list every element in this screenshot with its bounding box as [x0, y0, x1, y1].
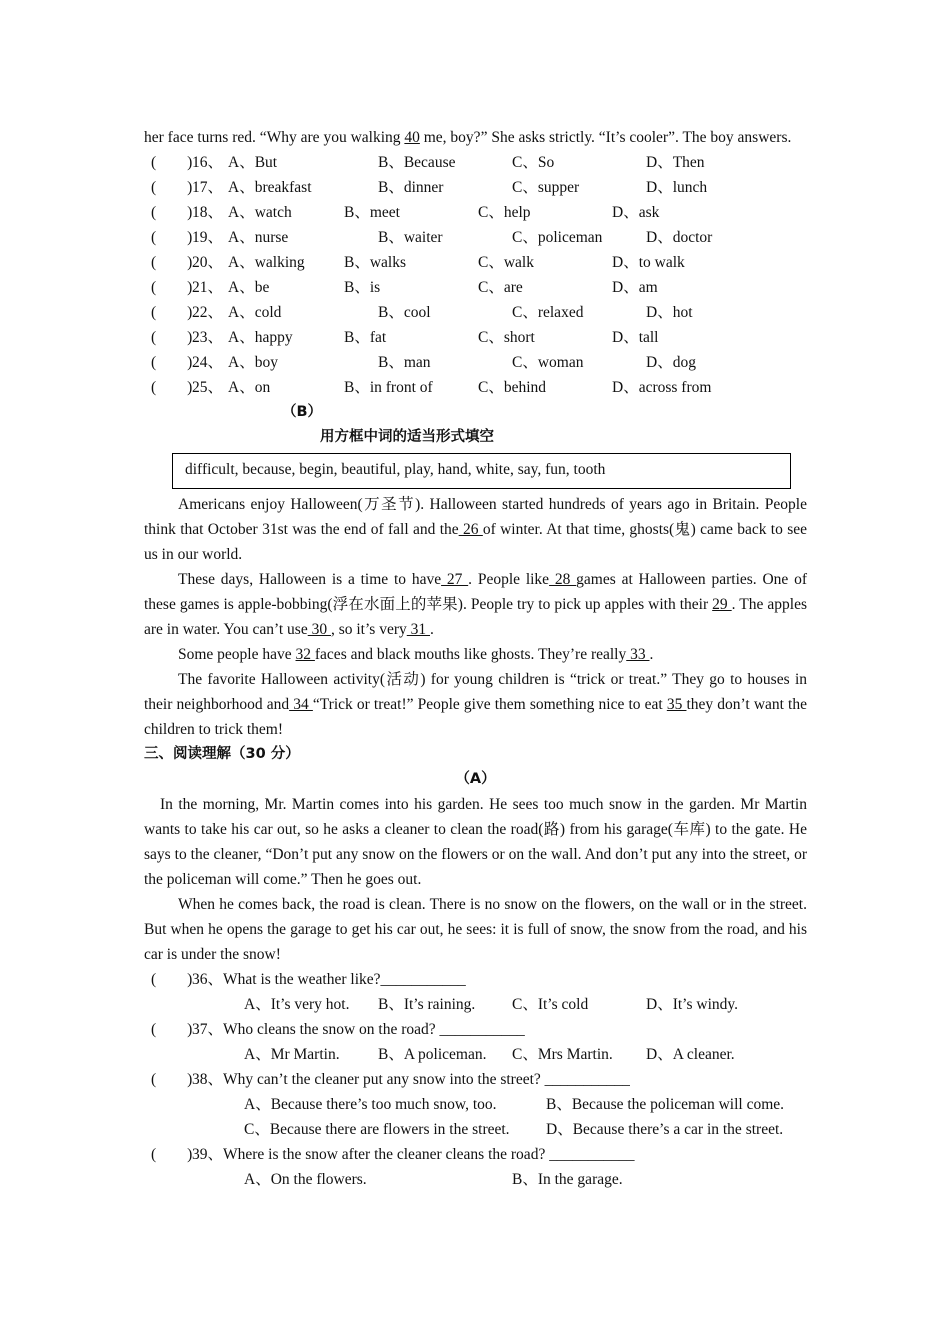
option-c: C、So	[512, 154, 555, 171]
option-c: C、woman	[512, 354, 584, 371]
option-b: B、dinner	[378, 179, 444, 196]
blank-31: 31	[406, 621, 430, 638]
blank-27: 27	[441, 571, 469, 588]
answer-bracket[interactable]: ( )	[151, 154, 193, 171]
blank-32: 32	[295, 646, 315, 663]
halloween-paragraph-2: These days, Halloween is a time to have 27 . People like 28 games at Halloween parties. One of these games is apple-bobbing(浮在水面上的苹果). People try to pick up apples with their 29 . The apples are in water. You can’t use 30 , so it’s very 31 .	[144, 571, 807, 638]
option-d: D、lunch	[646, 179, 708, 196]
blank-35: 35	[666, 696, 687, 713]
option-c: C、are	[478, 279, 523, 296]
cloze-question-row	[144, 275, 807, 300]
option-c: C、help	[478, 204, 531, 221]
word-box: difficult, because, begin, beautiful, play, hand, white, say, fun, tooth	[172, 453, 791, 489]
option-row	[144, 992, 807, 1017]
cloze-question-list	[144, 150, 807, 400]
option-d: D、ask	[612, 204, 660, 221]
section-3-heading: 三、阅读理解（30 分）	[144, 746, 300, 762]
cloze-question-row	[144, 175, 807, 200]
option-a: A、cold	[228, 304, 282, 321]
blank-34: 34	[289, 696, 313, 713]
option-d: D、tall	[612, 329, 659, 346]
cloze-question-row	[144, 250, 807, 275]
option-c: C、It’s cold	[512, 996, 589, 1013]
option-b: B、man	[378, 354, 431, 371]
section-3-label-a: （A）	[455, 771, 496, 787]
cloze-question-row	[144, 375, 807, 400]
option-d: D、Because there’s a car in the street.	[546, 1121, 784, 1138]
option-c: C、policeman	[512, 229, 603, 246]
answer-bracket[interactable]: ( )	[151, 304, 193, 321]
answer-bracket[interactable]: ( )	[151, 254, 193, 271]
question-number: 24、	[192, 354, 224, 371]
question-number: 18、	[192, 204, 224, 221]
answer-bracket[interactable]: ( )	[151, 229, 193, 246]
option-a: A、be	[228, 279, 270, 296]
answer-bracket[interactable]: ( )	[151, 1146, 193, 1163]
cloze-question-row	[144, 350, 807, 375]
reading-question-row	[144, 1067, 807, 1092]
blank-26: 26	[458, 521, 483, 538]
cloze-question-row	[144, 150, 807, 175]
option-a: A、walking	[228, 254, 305, 271]
option-b: B、fat	[344, 329, 387, 346]
option-row	[144, 1117, 807, 1142]
reading-question-row	[144, 1017, 807, 1042]
question-number: 23、	[192, 329, 224, 346]
question-text: 39、Where is the snow after the cleaner cleans the road? ___________	[192, 1146, 635, 1163]
option-b: B、In the garage.	[512, 1171, 623, 1188]
question-number: 21、	[192, 279, 224, 296]
option-a: A、On the flowers.	[244, 1171, 367, 1188]
option-d: D、across from	[612, 379, 712, 396]
cloze-question-row	[144, 325, 807, 350]
option-b: B、in front of	[344, 379, 433, 396]
option-a: A、Because there’s too much snow, too.	[244, 1096, 497, 1113]
question-text: 38、Why can’t the cleaner put any snow into the street? ___________	[192, 1071, 630, 1088]
option-b: B、A policeman.	[378, 1046, 487, 1063]
option-b: B、Because the policeman will come.	[546, 1096, 785, 1113]
option-a: A、It’s very hot.	[244, 996, 350, 1013]
option-a: A、But	[228, 154, 278, 171]
option-d: D、hot	[646, 304, 693, 321]
blank-29: 29	[712, 596, 732, 613]
option-d: D、A cleaner.	[646, 1046, 735, 1063]
option-a: A、happy	[228, 329, 293, 346]
option-a: A、watch	[228, 204, 292, 221]
question-number: 17、	[192, 179, 224, 196]
answer-bracket[interactable]: ( )	[151, 179, 193, 196]
option-c: C、relaxed	[512, 304, 584, 321]
option-b: B、meet	[344, 204, 400, 221]
option-b: B、It’s raining.	[378, 996, 476, 1013]
option-c: C、behind	[478, 379, 547, 396]
document-page	[144, 125, 807, 1192]
question-number: 20、	[192, 254, 224, 271]
answer-bracket[interactable]: ( )	[151, 279, 193, 296]
cloze-question-row	[144, 200, 807, 225]
option-c: C、supper	[512, 179, 580, 196]
blank-28: 28	[549, 571, 577, 588]
option-b: B、cool	[378, 304, 431, 321]
reading-paragraph-1: In the morning, Mr. Martin comes into his garden. He sees too much snow in the garden. Mr Martin wants to take his car out, so he asks a cleaner to clean the road(路) from his garage(车库) to the gate. He says to the cleaner, “Don’t put any snow on the flowers or on the wall. And don’t put any into the street, or the policeman will come.” Then he goes out.	[144, 796, 807, 888]
cloze-question-row	[144, 300, 807, 325]
blank-30: 30	[307, 621, 331, 638]
question-text: 37、Who cleans the snow on the road? ___________	[192, 1021, 525, 1038]
option-a: A、boy	[228, 354, 278, 371]
question-number: 19、	[192, 229, 224, 246]
option-b: B、waiter	[378, 229, 443, 246]
reading-question-row	[144, 967, 807, 992]
answer-bracket[interactable]: ( )	[151, 1021, 193, 1038]
option-row	[144, 1092, 807, 1117]
option-b: B、walks	[344, 254, 407, 271]
answer-bracket[interactable]: ( )	[151, 379, 193, 396]
halloween-paragraph-3: Some people have 32 faces and black mouths like ghosts. They’re really 33 .	[178, 646, 654, 663]
question-number: 16、	[192, 154, 224, 171]
option-d: D、to walk	[612, 254, 685, 271]
question-number: 22、	[192, 304, 224, 321]
option-c: C、Because there are flowers in the street.	[244, 1121, 510, 1138]
section-b-label: （B）	[282, 404, 323, 420]
halloween-paragraph-4: The favorite Halloween activity(活动) for young children is “trick or treat.” They go to houses in their neighborhood and 34 “Trick or treat!” People give them something nice to eat 35 they don’t want the children to trick them!	[144, 671, 807, 738]
option-a: A、breakfast	[228, 179, 312, 196]
option-a: A、Mr Martin.	[244, 1046, 340, 1063]
answer-bracket[interactable]: ( )	[151, 354, 193, 371]
answer-bracket[interactable]: ( )	[151, 971, 193, 988]
section-b-instruction: 用方框中词的适当形式填空	[320, 429, 494, 445]
option-d: D、Then	[646, 154, 705, 171]
reading-question-list	[144, 967, 807, 1192]
option-c: C、short	[478, 329, 535, 346]
question-number: 25、	[192, 379, 224, 396]
option-b: B、is	[344, 279, 381, 296]
option-c: C、Mrs Martin.	[512, 1046, 613, 1063]
passage-end: her face turns red. “Why are you walking 40 me, boy?” She asks strictly. “It’s cooler”. The boy answers.	[144, 129, 792, 146]
option-d: D、It’s windy.	[646, 996, 738, 1013]
cloze-question-row	[144, 225, 807, 250]
question-text: 36、What is the weather like?___________	[192, 971, 466, 988]
option-d: D、am	[612, 279, 658, 296]
reading-paragraph-2: When he comes back, the road is clean. There is no snow on the flowers, on the wall or in the street. But when he opens the garage to get his car out, he sees: it is full of snow, the snow from the road, and his car is under the snow!	[144, 896, 807, 963]
option-row	[144, 1167, 807, 1192]
halloween-paragraph-1: Americans enjoy Halloween(万圣节). Halloween started hundreds of years ago in Britain. People think that October 31st was the end of fall and the 26 of winter. At that time, ghosts(鬼) came back to see us in our world.	[144, 496, 807, 563]
answer-bracket[interactable]: ( )	[151, 329, 193, 346]
blank-33: 33	[626, 646, 650, 663]
option-a: A、nurse	[228, 229, 289, 246]
answer-bracket[interactable]: ( )	[151, 204, 193, 221]
option-c: C、walk	[478, 254, 534, 271]
option-a: A、on	[228, 379, 271, 396]
option-b: B、Because	[378, 154, 456, 171]
reading-question-row	[144, 1142, 807, 1167]
option-d: D、dog	[646, 354, 696, 371]
option-row	[144, 1042, 807, 1067]
option-d: D、doctor	[646, 229, 713, 246]
answer-bracket[interactable]: ( )	[151, 1071, 193, 1088]
blank-40: 40	[404, 129, 420, 146]
